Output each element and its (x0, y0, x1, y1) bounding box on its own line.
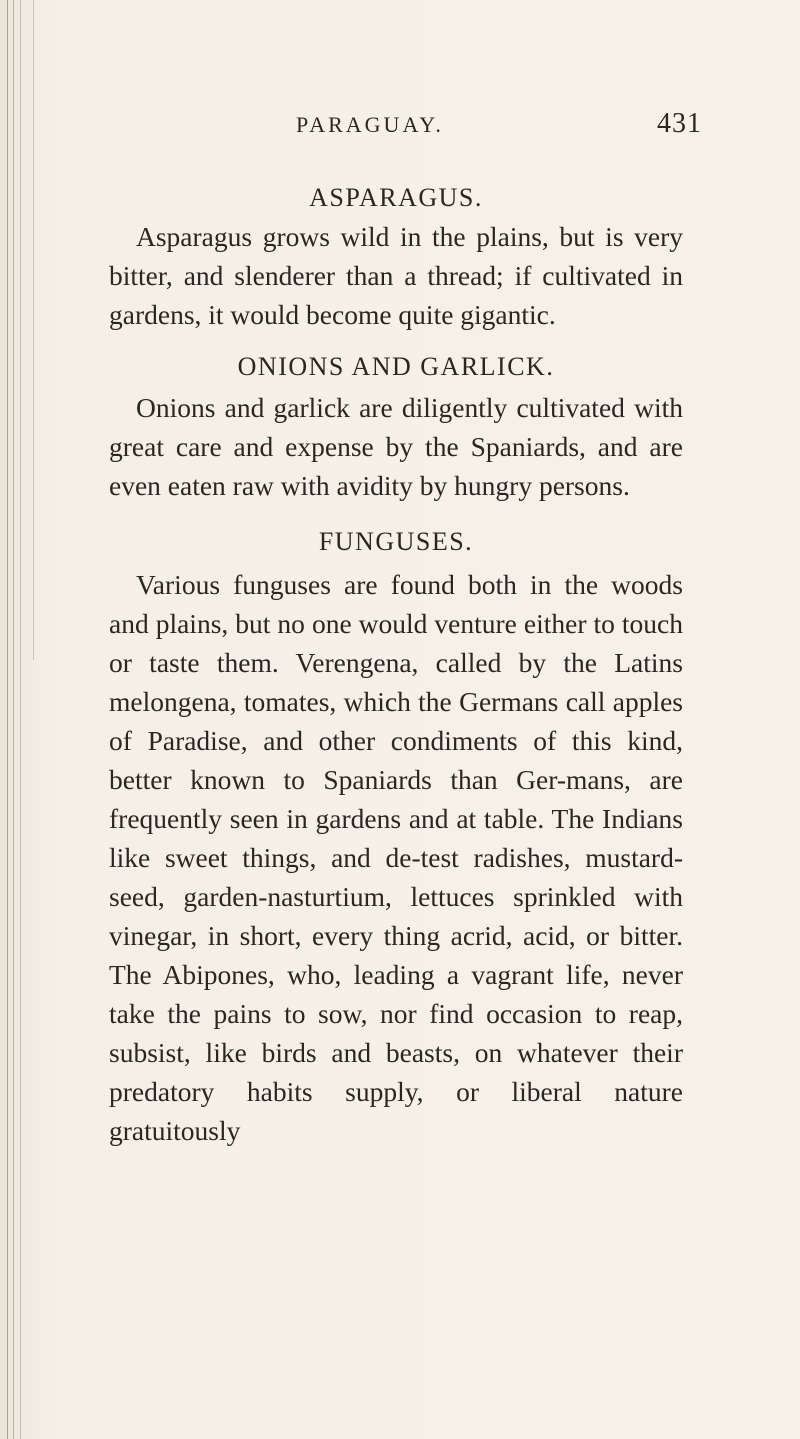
page-content (109, 183, 683, 1150)
binding-edge-line (33, 0, 34, 660)
binding-edge-line (13, 0, 14, 1439)
section-heading-asparagus: ASPARAGUS. (309, 183, 483, 212)
section-text-funguses: Various funguses are found both in the woods and plains, but no one would venture either to touch or taste them. Verengena, called by the Latins melongena, tomates, which the Germans call apples of Paradise, and other condiments of this kind, better known to Spaniards than Ger-mans, are frequently seen in gardens and at table. The Indians like sweet things, and de-test radishes, mustard-seed, garden-nasturtium, lettuces sprinkled with vinegar, in short, every thing acrid, acid, or bitter. The Abipones, who, leading a vagrant life, never take the pains to sow, nor find occasion to reap, subsist, like birds and beasts, on whatever their predatory habits supply, or liberal nature gratuitously (109, 569, 683, 1146)
section-heading-onions-garlick: ONIONS AND GARLICK. (237, 352, 555, 381)
section-heading-funguses: FUNGUSES. (318, 527, 474, 556)
binding-edge-line (20, 0, 21, 1439)
running-title: PARAGUAY. (296, 112, 444, 137)
running-head (110, 108, 730, 144)
binding-edge-line (7, 0, 8, 1439)
page-number: 431 (657, 108, 702, 139)
section-text-asparagus: Asparagus grows wild in the plains, but is very bitter, and slenderer than a thread; if cultivated in gardens, it would become quite gigantic. (109, 221, 683, 330)
section-text-onions-garlick: Onions and garlick are diligently cultivated with great care and expense by the Spaniards, and are even eaten raw with avidity by hungry persons. (109, 392, 683, 501)
